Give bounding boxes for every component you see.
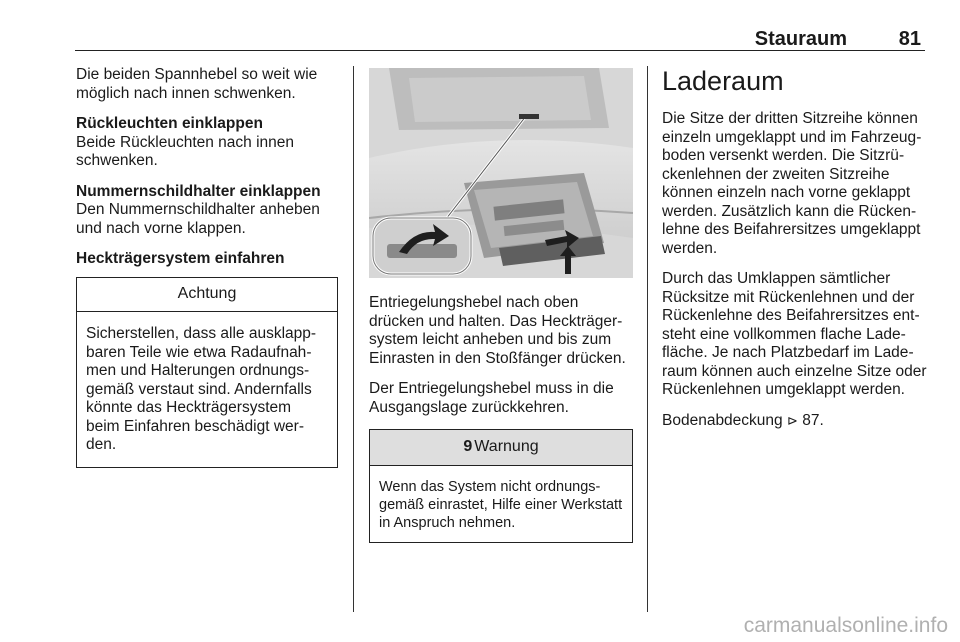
section-title-carrier-retract: Heckträgersystem einfahren: [76, 250, 285, 267]
warning-title: Warnung: [474, 438, 539, 455]
warning-header: [370, 430, 632, 466]
rear-carrier-drawing: [369, 68, 633, 278]
column-3: [662, 66, 928, 442]
column-2: [369, 68, 633, 543]
caution-title: Achtung: [77, 278, 337, 313]
reference-label: Bodenabdeckung: [662, 411, 783, 429]
column-divider-1: [353, 66, 354, 612]
page-header: [75, 28, 925, 51]
caution-text: Sicherstellen, dass alle ausklappbaren Teile wie etwa Radaufnahmen und Halterungen ordnungsgemäß verstaut sind. Andernfalls könnte das Heckträgersystem beim Einfahren beschädigt werden.: [86, 325, 317, 453]
section-text-rear-lights: Beide Rückleuchten nach innen schwenken.: [76, 133, 295, 169]
laderaum-paragraph-2: Durch das Umklappen sämtlicher Rücksitze mit Rückenlehnen und der Rückenlehne des Beifahrersitzes entsteht eine vollkommen flache Ladefläche. Je nach Platzbedarf im Laderaum können auch einzelne Sitze oder Rückenlehnen umgeklappt werden.: [662, 270, 927, 398]
reference-page[interactable]: 87.: [802, 411, 824, 429]
watermark: carmanualsonline.info: [743, 614, 948, 637]
page-reference-icon: ⊳: [786, 412, 798, 428]
caution-box: [76, 277, 338, 468]
section-heading-laderaum: Laderaum: [662, 66, 784, 96]
intro-paragraph: Die beiden Spannhebel so weit wie möglich nach innen schwenken.: [76, 66, 318, 102]
section-rear-lights: [76, 115, 338, 171]
section-title-plate-holder: Nummernschildhalter einklappen: [76, 182, 321, 200]
section-plate-holder: [76, 183, 338, 239]
laderaum-paragraph-1: Die Sitze der dritten Sitzreihe können einzeln umgeklappt und im Fahrzeugboden versenkt werden. Die Sitzrückenlehnen der zweiten Sitzreihe können einzeln nach vorne geklappt werden. Zusätzlich kann die Rückenlehne des Beifahrersitzes umgeklappt werden.: [662, 110, 922, 257]
rear-carrier-illustration: [369, 68, 633, 278]
section-title-rear-lights: Rückleuchten einklappen: [76, 115, 263, 132]
page-title: Stauraum: [754, 28, 847, 50]
instruction-paragraph-1: Entriegelungshebel nach oben drücken und halten. Das Heckträgersystem leicht anheben und bis zum Einrasten in den Stoßfänger drücken.: [369, 294, 626, 367]
warning-triangle-icon: 9: [463, 438, 473, 455]
column-divider-2: [647, 66, 648, 612]
section-text-plate-holder: Den Nummernschildhalter anheben und nach vorne klappen.: [76, 201, 320, 237]
instruction-paragraph-2: Der Entriegelungshebel muss in die Ausgangslage zurückkehren.: [369, 380, 614, 416]
warning-box: [369, 429, 633, 543]
warning-text: Wenn das System nicht ordnungsgemäß einrastet, Hilfe einer Werkstatt in Anspruch nehmen.: [379, 478, 623, 531]
page-number: 81: [898, 28, 921, 50]
floor-cover-reference: [662, 412, 928, 431]
column-1: [76, 66, 338, 468]
